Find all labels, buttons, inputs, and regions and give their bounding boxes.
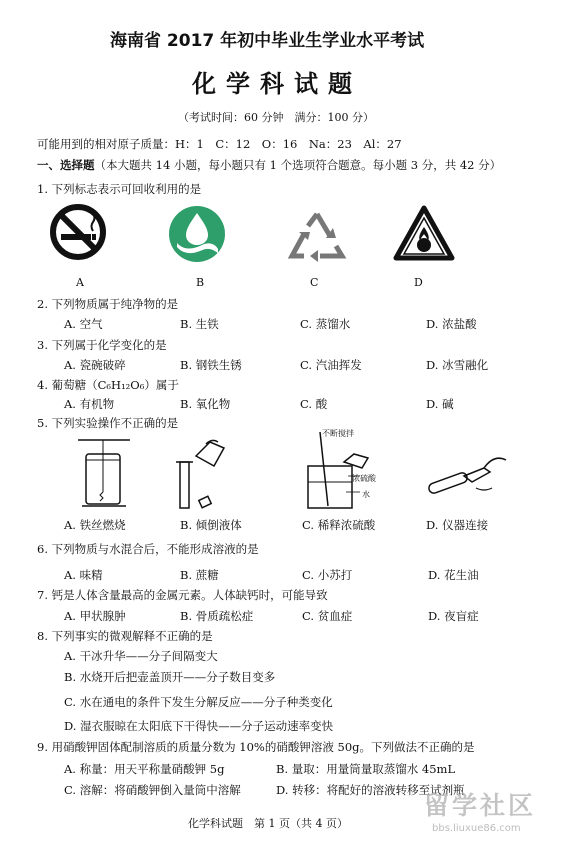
question-6-stem: 6. 下列物质与水混合后，不能形成溶液的是 (37, 542, 259, 556)
watermark-url: bbs.liuxue86.com (432, 823, 521, 834)
question-7-stem: 7. 钙是人体含量最高的金属元素。人体缺钙时，可能导致 (37, 588, 328, 602)
exam-info: （考试时间：60 分钟 满分：100 分） (178, 111, 374, 124)
q6-option-a: A. 味精 (64, 568, 103, 582)
q6-option-c: C. 小苏打 (302, 568, 353, 582)
q3-option-a: A. 瓷碗破碎 (64, 358, 126, 372)
q1-option-a: A (76, 276, 84, 289)
question-2-stem: 2. 下列物质属于纯净物的是 (37, 297, 179, 311)
question-3-stem: 3. 下列属于化学变化的是 (37, 338, 167, 352)
no-smoking-icon (49, 203, 107, 261)
q1-option-c: C (310, 276, 319, 289)
q5-option-a: A. 铁丝燃烧 (64, 518, 126, 532)
q5-label-acid: 浓硫酸 (352, 474, 376, 483)
q5-option-c: C. 稀释浓硫酸 (302, 518, 376, 532)
q9-option-b: B. 量取：用量筒量取蒸馏水 45mL (276, 762, 456, 776)
q4-option-d: D. 碱 (426, 397, 454, 411)
q2-option-b: B. 生铁 (180, 317, 219, 331)
q8-option-c: C. 水在通电的条件下发生分解反应——分子种类变化 (64, 695, 333, 709)
recycle-icon (286, 208, 348, 264)
q2-option-a: A. 空气 (64, 317, 103, 331)
q8-option-d: D. 湿衣服晾在太阳底下干得快——分子运动速率变快 (64, 719, 334, 733)
q6-option-b: B. 蔗糖 (180, 568, 219, 582)
q5-option-d: D. 仪器连接 (426, 518, 489, 532)
q4-option-a: A. 有机物 (64, 397, 115, 411)
diluting-acid-apparatus (300, 426, 390, 516)
q2-option-d: D. 浓盐酸 (426, 317, 477, 331)
q9-option-c: C. 溶解：将硝酸钾倒入量筒中溶解 (64, 783, 241, 797)
q5-label-stir: 不断搅拌 (322, 429, 354, 438)
q8-option-b: B. 水烧开后把壶盖顶开——分子数目变多 (64, 670, 276, 684)
q8-option-a: A. 干冰升华——分子间隔变大 (64, 649, 218, 663)
subject-title: 化学科试题 (192, 70, 362, 98)
q4-option-c: C. 酸 (300, 397, 328, 411)
q6-option-d: D. 花生油 (428, 568, 479, 582)
q5-label-water: 水 (362, 490, 370, 499)
q9-option-a: A. 称量：用天平称量硝酸钾 5g (64, 762, 225, 776)
q9-option-d: D. 转移：将配好的溶液转移至试剂瓶 (276, 783, 465, 797)
page-footer: 化学科试题 第 1 页（共 4 页） (188, 817, 348, 830)
q1-option-b: B (196, 276, 205, 289)
q3-option-c: C. 汽油挥发 (300, 358, 362, 372)
q7-option-a: A. 甲状腺肿 (64, 609, 126, 623)
watermark-logo: 留学社区 (424, 791, 537, 820)
q5-option-b: B. 倾倒液体 (180, 518, 242, 532)
question-8-stem: 8. 下列事实的微观解释不正确的是 (37, 629, 213, 643)
oxidizer-hazard-icon (393, 205, 455, 261)
q2-option-c: C. 蒸馏水 (300, 317, 351, 331)
section-heading-row (37, 157, 501, 173)
question-5-stem: 5. 下列实验操作不正确的是 (37, 416, 179, 430)
section-desc: （本大题共 14 小题，每小题只有 1 个选项符合题意。每小题 3 分，共 42 分） (94, 158, 502, 172)
q7-option-d: D. 夜盲症 (428, 609, 479, 623)
iron-wire-burning-apparatus (74, 432, 134, 512)
question-1-stem: 1. 下列标志表示可回收利用的是 (37, 182, 202, 196)
question-9-stem: 9. 用硝酸钾固体配制溶质的质量分数为 10%的硝酸钾溶液 50g。下列做法不正确的是 (37, 740, 475, 754)
exam-title: 海南省 2017 年初中毕业生学业水平考试 (110, 31, 425, 51)
q4-option-b: B. 氧化物 (180, 397, 231, 411)
q3-option-b: B. 钢铁生锈 (180, 358, 242, 372)
apparatus-connection (420, 448, 520, 508)
q3-option-d: D. 冰雪融化 (426, 358, 489, 372)
water-saving-icon (168, 205, 226, 263)
q1-option-d: D (414, 276, 423, 289)
pouring-liquid-apparatus (170, 436, 240, 516)
question-4-stem: 4. 葡萄糖（C₆H₁₂O₆）属于 (37, 378, 179, 392)
q7-option-c: C. 贫血症 (302, 609, 353, 623)
atomic-masses: 可能用到的相对原子质量：H：1 C：12 O：16 Na：23 Al：27 (37, 137, 402, 151)
section-heading: 一、选择题 (37, 158, 95, 172)
q7-option-b: B. 骨质疏松症 (180, 609, 254, 623)
